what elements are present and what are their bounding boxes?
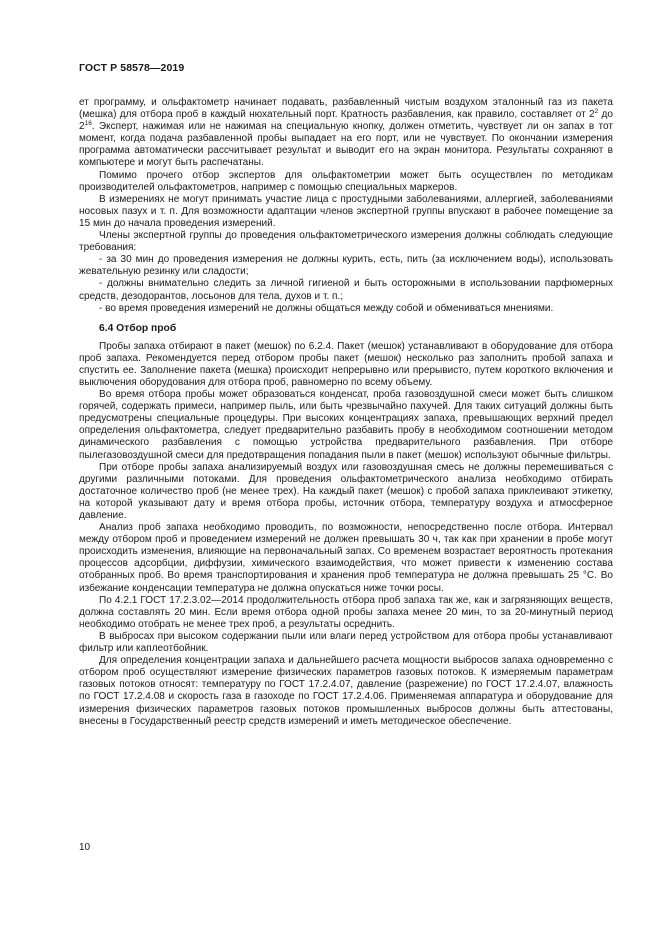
section-paragraph: Во время отбора пробы может образоваться конденсат, проба газовоздушной смеси может быть слишком горячей, содержать примеси, например пыль, или быть чрезвычайно пахучей. Для таких ситуаций должны быть предусмотрены специальные процедуры. При высоких концентрациях запаха, превышающих верхний предел определения ольфактометра, следует предварительно разбавить пробу в необходимом соотношении методом динамического разбавления с помощью устройства предварительного разбавления. При отборе пылегазовоздушной смеси для предотвращения попадания пыли в пакет (мешок) используют обычные фильтры. [79, 389, 613, 461]
continuation-paragraph: ет программу, и ольфактометр начинает подавать, разбавленный чистым воздухом эталонный газ из пакета (мешка) для отбора проб в каждый нюхательный порт. Кратность разбавления, как правило, составляет от $2^2$ до $2^{16}$. Эксперт, нажимая или не нажимая на специальную кнопку, должен отметить, чувствует ли он запах в тот момент, когда подача разбавленной пробы выпадает на его порт, или не чувствует. По окончании измерения программа автоматически рассчитывает результат и выводит его на экран монитора. Результаты сохраняют в компьютере и могут быть распечатаны. [79, 97, 613, 169]
section-paragraph: В выбросах при высоком содержании пыли или влаги перед устройством для отбора пробы устанавливают фильтр или каплеотбойник. [79, 630, 613, 655]
requirement-item: - должны внимательно следить за личной гигиеной и быть осторожными в использовании парфюмерных средств, дезодорантов, лосьонов для тела, духов и т. п.; [79, 278, 613, 302]
section-paragraph: Пробы запаха отбирают в пакет (мешок) по 6.2.4. Пакет (мешок) устанавливают в оборудование для отбора проб запаха. Рекомендуется перед отбором пробы пакет (мешок) несколько раз заполнить пробой запаха и спустить ее. Заполнение пакета (мешка) происходит непрерывно или прерывисто, путем короткого включения и выключения оборудования для отбора проб, равномерно по всему объему. [79, 340, 613, 388]
requirement-item: - во время проведения измерений не должны общаться между собой и обмениваться мнениями. [99, 302, 554, 314]
page-number: 10 [79, 842, 91, 853]
document-body [79, 97, 613, 728]
section-paragraph: Анализ проб запаха необходимо проводить, по возможности, непосредственно после отбора. Интервал между отбором проб и проведением измерений не должен превышать 30 ч, так как при хранении в пробе могут происходить изменения, влияющие на первоначальный запах. Со временем возрастает вероятность протекания процессов адсорбции, диффузии, химического взаимодействия, что может привести к изменению состава отобранных проб. Во время транспортирования и хранения проб температура не должна превышать 25 °С. Во избежание конденсации температура не должна опускаться ниже точки росы. [79, 522, 613, 594]
paragraph: Помимо прочего отбор экспертов для ольфактометрии может быть осуществлен по методикам производителей ольфактометров, например с помощью специальных маркеров. [79, 169, 613, 193]
document-header: ГОСТ Р 58578—2019 [79, 62, 185, 74]
section-paragraph: По 4.2.1 ГОСТ 17.2.3.02—2014 продолжительность отбора проб запаха так же, как и загрязняющих веществ, должна составлять 20 мин. Если время отбора одной пробы запаха менее 20 мин, то за 20-минутный период необходимо отобрать не менее трех проб, а результаты осреднить. [79, 594, 613, 630]
section-paragraph: При отборе пробы запаха анализируемый воздух или газовоздушная смесь не должны перемешиваться с другими различными потоками. Для проведения ольфактометрического анализа необходимо отбирать достаточное количество проб (не менее трех). На каждый пакет (мешок) с пробой запаха приклеивают этикетку, на которой указывают дату и время отбора пробы, источник отбора, температуру воздуха и атмосферное давление. [79, 461, 613, 521]
paragraph: Члены экспертной группы до проведения ольфактометрического измерения должны соблюдать следующие требования: [79, 230, 613, 254]
paragraph: В измерениях не могут принимать участие лица с простудными заболеваниями, аллергией, заболеваниями носовых пазух и т. п. Для возможности адаптации членов экспертной группы впускают в рабочее помещение за 15 мин до начала проведения измерений. [79, 193, 613, 229]
section-heading: 6.4 Отбор проб [99, 322, 177, 334]
requirement-item: - за 30 мин до проведения измерения не должны курить, есть, пить (за исключением воды), использовать жевательную резинку или сладости; [79, 254, 613, 278]
section-paragraph: Для определения концентрации запаха и дальнейшего расчета мощности выбросов запаха одновременно с отбором проб осуществляют измерение физических параметров газовых потоков. К измеряемым параметрам газовых потоков относят: температуру по ГОСТ 17.2.4.07, давление (разрежение) по ГОСТ 17.2.4.07, влажность по ГОСТ 17.2.4.08 и скорость газа в газоходе по ГОСТ 17.2.4.06. Применяемая аппаратура и оборудование для измерения физических параметров газовых потоков промышленных выбросов должны быть аттестованы, внесены в Государственный реестр средств измерений и иметь методическое обеспечение. [79, 655, 613, 727]
